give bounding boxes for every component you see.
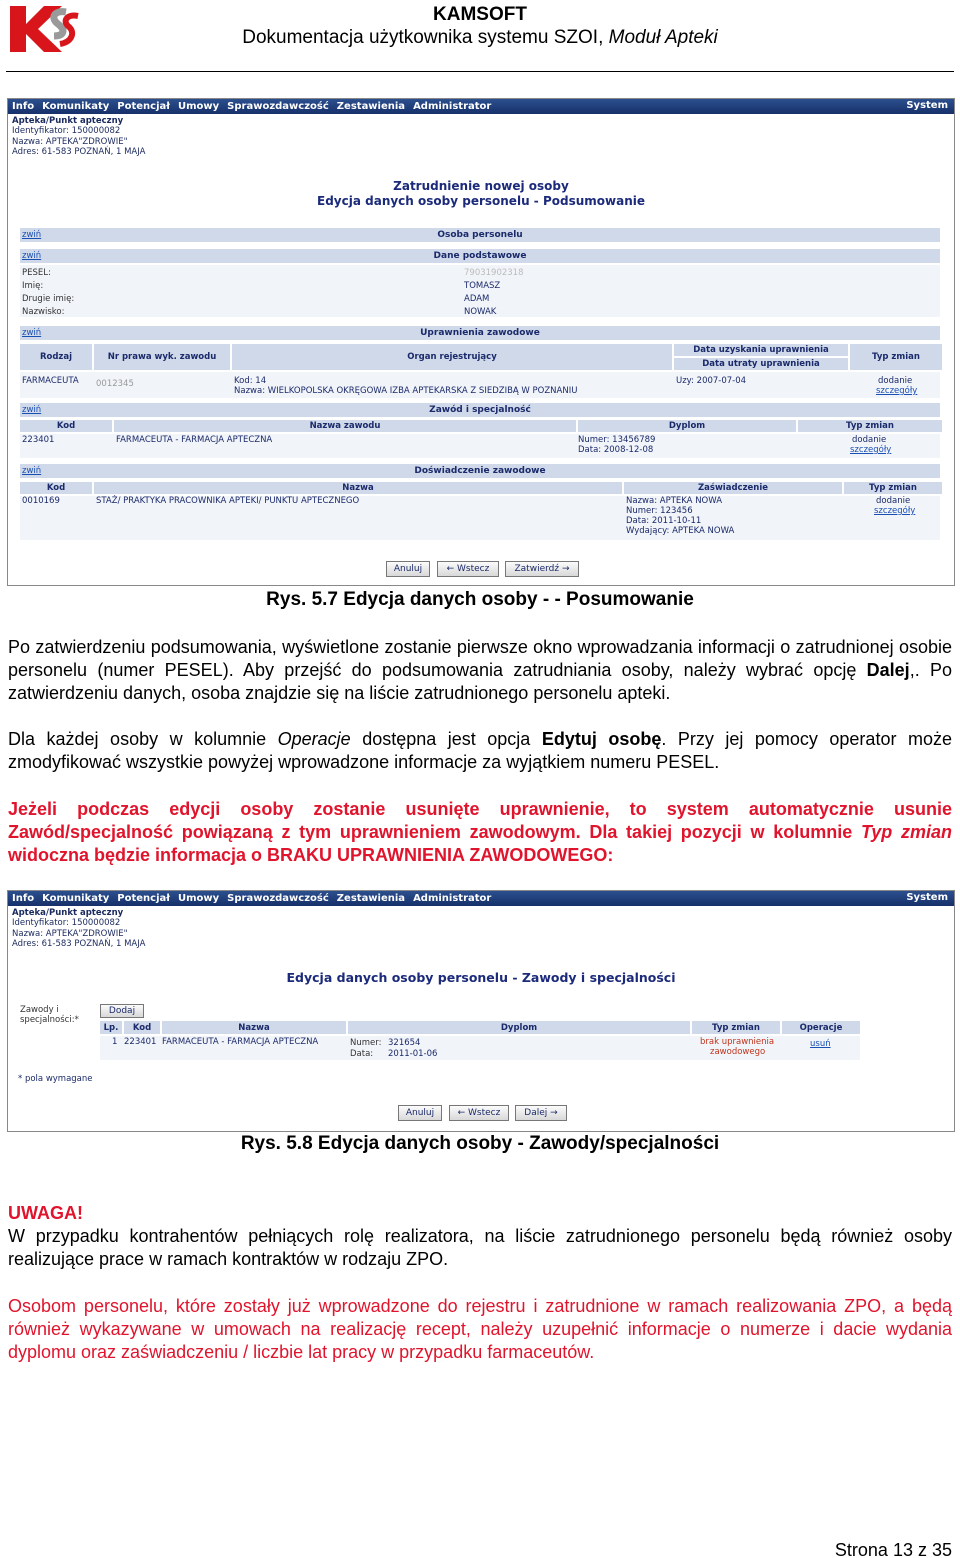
menu-item-sprawozdawczosc[interactable]: Sprawozdawczość (227, 101, 329, 112)
surname-label: Nazwisko: (22, 307, 65, 317)
pesel-value: 79031902318 (464, 268, 524, 278)
prof-header-diploma: Dyplom (578, 420, 796, 432)
section-profession-title: Zawód i specjalność (429, 405, 531, 415)
page-number: Strona 13 z 35 (834, 1540, 952, 1558)
menu-item-sprawozdawczosc[interactable]: Sprawozdawczość (227, 893, 329, 904)
diploma-date: 2011-01-06 (388, 1049, 438, 1059)
rights-change: dodanie (878, 376, 913, 386)
top-menu (8, 891, 954, 906)
exp-header-code: Kod (20, 482, 92, 494)
exp-change: dodanie (876, 496, 911, 506)
pesel-label: PESEL: (22, 268, 51, 278)
paragraph-text: Dla każdej osoby w kolumnie (8, 729, 278, 749)
col-header-date-get: Data uzyskania uprawnienia (674, 344, 848, 356)
confirm-button[interactable]: Zatwierdź → (505, 561, 579, 577)
paragraph-bold: Edytuj osobę (541, 729, 662, 749)
paragraph-warning-rights (8, 798, 952, 868)
paragraph-text: . Przy jej pomocy operator może zmodyfikować wszystkie powyżej wprowadzone informacje za wyjątkiem numeru PESEL. (8, 729, 952, 773)
exp-cert-issuer: Wydający: APTEKA NOWA (626, 526, 735, 536)
next-button[interactable]: Dalej → (515, 1105, 567, 1121)
row-no: 1 (112, 1037, 118, 1047)
col-header-no: Lp. (100, 1021, 122, 1034)
required-note: * pola wymagane (18, 1074, 93, 1084)
pharmacy-name: Nazwa: APTEKA"ZDROWIE" (12, 928, 128, 939)
menu-item-umowy[interactable]: Umowy (178, 893, 220, 904)
diploma-number: 321654 (388, 1038, 421, 1048)
exp-cert-date: Data: 2011-10-11 (626, 516, 702, 526)
top-menu (8, 99, 954, 114)
pharmacy-heading: Apteka/Punkt apteczny (12, 908, 124, 918)
exp-details-link[interactable]: szczegóły (874, 506, 916, 516)
col-header-operations: Operacje (782, 1021, 860, 1034)
pharmacy-name: Nazwa: APTEKA"ZDROWIE" (12, 136, 128, 147)
paragraph-bold: Dalej (866, 660, 910, 681)
rights-details-link[interactable]: szczegóły (876, 386, 918, 396)
menu-item-administrator[interactable]: Administrator (413, 101, 492, 112)
paragraph-italic: Operacje (277, 729, 351, 749)
collapse-link[interactable]: zwiń (22, 328, 42, 338)
menu-item-potencjal[interactable]: Potencjał (117, 893, 170, 904)
col-header-name: Nazwa (162, 1021, 346, 1034)
col-header-type: Rodzaj (20, 344, 92, 370)
menu-item-zestawienia[interactable]: Zestawienia (336, 893, 406, 904)
paragraph-italic: Typ zmian (860, 822, 952, 843)
col-header-diploma: Dyplom (348, 1021, 690, 1034)
rights-organ-code: Kod: 14 (234, 376, 267, 386)
section-experience (20, 464, 940, 478)
section-experience-title: Doświadczenie zawodowe (414, 466, 546, 476)
prof-details-link[interactable]: szczegóły (850, 445, 892, 455)
paragraph-text: ,. Po zatwierdzeniu danych, osoba znajdzie się na liście zatrudnionego personelu apteki. (8, 660, 953, 704)
prof-header-name: Nazwa zawodu (114, 420, 576, 432)
screen-title: Edycja danych osoby personelu - Zawody i specjalności (286, 970, 676, 985)
col-header-date-lost: Data utraty uprawnienia (674, 358, 848, 370)
rights-type: FARMACEUTA (22, 376, 79, 386)
header-title: KAMSOFT (433, 4, 527, 25)
col-header-number: Nr prawa wyk. zawodu (94, 344, 230, 370)
pharmacy-heading: Apteka/Punkt apteczny (12, 116, 124, 126)
pharmacy-info (12, 908, 145, 950)
rights-date-get: Uzy: 2007-07-04 (676, 376, 747, 386)
col-header-change: Typ zmian (850, 344, 942, 370)
figure-caption-5-8: Rys. 5.8 Edycja danych osoby - Zawody/specjalności (240, 1133, 720, 1154)
header-divider (6, 71, 954, 72)
section-person (20, 228, 940, 242)
screenshot-summary (7, 98, 955, 586)
rights-number: 0012345 (96, 379, 134, 389)
menu-item-potencjal[interactable]: Potencjał (117, 101, 170, 112)
delete-link[interactable]: usuń (810, 1039, 831, 1049)
change-no-rights-line1: brak uprawnienia (700, 1037, 775, 1047)
row-name: FARMACEUTA - FARMACJA APTECZNA (162, 1037, 319, 1047)
prof-name: FARMACEUTA - FARMACJA APTECZNA (116, 435, 273, 445)
section-person-title: Osoba personelu (437, 230, 523, 240)
prof-code: 223401 (22, 435, 55, 445)
prof-header-change: Typ zmian (798, 420, 942, 432)
figure-caption-5-7: Rys. 5.7 Edycja danych osoby - - Posumowanie (266, 589, 694, 610)
exp-header-change: Typ zmian (844, 482, 942, 494)
menu-item-zestawienia[interactable]: Zestawienia (336, 101, 406, 112)
header-subtitle-module: Moduł Apteki (608, 27, 718, 48)
section-basic-title: Dane podstawowe (433, 251, 527, 261)
pharmacy-info (12, 116, 145, 158)
prof-diploma-number: Numer: 13456789 (578, 435, 656, 445)
screen-title-line2: Edycja danych osoby personelu - Podsumowanie (317, 194, 645, 208)
section-profession (20, 403, 940, 417)
prof-change: dodanie (852, 435, 887, 445)
section-rights-title: Uprawnienia zawodowe (420, 328, 540, 338)
collapse-link[interactable]: zwiń (22, 405, 42, 415)
paragraph-edit-person (8, 728, 952, 774)
collapse-link[interactable]: zwiń (22, 230, 42, 240)
professions-field-label: Zawody i specjalności:* (20, 1005, 79, 1025)
warning-text: W przypadku kontrahentów pełniących rolę realizatora, na liście zatrudnionego personelu będą również osoby realizujące prace w ramach kontraktów w rodzaju ZPO. (8, 1226, 952, 1270)
paragraph-text: widoczna będzie informacja o BRAKU UPRAWNIENIA ZAWODOWEGO: (8, 845, 614, 866)
screenshot-professions (7, 890, 955, 1132)
header-subtitle-text: Dokumentacja użytkownika systemu SZOI, (242, 27, 609, 48)
paragraph-zpo: Osobom personelu, które zostały już wprowadzone do rejestru i zatrudnione w ramach realizowania ZPO, a będą również wykazywane w umowach na realizację recept, należy uzupełnić informacje o numerze i dacie wydania dyplomu oraz zaświadczeniu / liczbie lat pracy w przypadku farmaceutów. (8, 1296, 952, 1363)
menu-item-umowy[interactable]: Umowy (178, 101, 220, 112)
menu-item-komunikaty[interactable]: Komunikaty (42, 893, 110, 904)
first-name-label: Imię: (22, 281, 44, 291)
rights-organ-name: Nazwa: WIELKOPOLSKA OKRĘGOWA IZBA APTEKARSKA Z SIEDZIBĄ W POZNANIU (234, 386, 578, 396)
col-header-organ: Organ rejestrujący (232, 344, 672, 370)
change-no-rights-line2: zawodowego (710, 1047, 766, 1057)
menu-item-komunikaty[interactable]: Komunikaty (42, 101, 110, 112)
menu-item-info[interactable]: Info (12, 893, 35, 904)
surname-value: NOWAK (464, 307, 497, 317)
section-rights (20, 326, 940, 340)
exp-cert-name: Nazwa: APTEKA NOWA (626, 496, 723, 506)
exp-code: 0010169 (22, 496, 60, 506)
diploma-date-label: Data: (350, 1049, 374, 1059)
menu-item-system[interactable]: System (906, 892, 948, 903)
cancel-button[interactable]: Anuluj (386, 561, 430, 577)
pharmacy-id: Identyfikator: 150000082 (12, 918, 121, 929)
col-header-change: Typ zmian (692, 1021, 780, 1034)
row-code: 223401 (124, 1037, 157, 1047)
exp-cert-number: Numer: 123456 (626, 506, 693, 516)
second-name-value: ADAM (464, 294, 490, 304)
add-button[interactable]: Dodaj (100, 1004, 144, 1018)
exp-header-name: Nazwa (94, 482, 622, 494)
first-name-value: TOMASZ (464, 281, 501, 291)
cancel-button[interactable]: Anuluj (398, 1105, 442, 1121)
menu-item-system[interactable]: System (906, 100, 948, 111)
header-subtitle (0, 27, 960, 49)
paragraph-text: Jeżeli podczas edycji osoby zostanie usunięte uprawnienie, to system automatycznie usunie Zawód/specjalność powiązaną z tym uprawnieniem zawodowym. Dla takiej pozycji w kolumnie (8, 799, 952, 843)
col-header-code: Kod (124, 1021, 160, 1034)
menu-item-administrator[interactable]: Administrator (413, 893, 492, 904)
back-button[interactable]: ← Wstecz (449, 1105, 509, 1121)
screen-title-line1: Zatrudnienie nowej osoby (393, 179, 569, 193)
warning-title: UWAGA! (8, 1203, 83, 1223)
collapse-link[interactable]: zwiń (22, 251, 42, 261)
menu-item-info[interactable]: Info (12, 101, 35, 112)
prof-header-code: Kod (20, 420, 112, 432)
diploma-number-label: Numer: (350, 1038, 382, 1048)
exp-header-certificate: Zaświadczenie (624, 482, 842, 494)
collapse-link[interactable]: zwiń (22, 466, 42, 476)
back-button[interactable]: ← Wstecz (437, 561, 499, 577)
pharmacy-address: Adres: 61-583 POZNAŃ, 1 MAJA (12, 939, 146, 950)
prof-diploma-date: Data: 2008-12-08 (578, 445, 654, 455)
paragraph-after-summary (8, 636, 952, 706)
paragraph-text: dostępna jest opcja (350, 729, 542, 749)
pharmacy-id: Identyfikator: 150000082 (12, 126, 121, 137)
exp-name: STAŻ/ PRAKTYKA PRACOWNIKA APTEKI/ PUNKTU APTECZNEGO (96, 496, 360, 506)
section-basic (20, 249, 940, 263)
pharmacy-address: Adres: 61-583 POZNAŃ, 1 MAJA (12, 147, 146, 158)
paragraph-text: Po zatwierdzeniu podsumowania, wyświetlone zostanie pierwsze okno wprowadzania informacji o zatrudnionej osobie personelu (numer PESEL). Aby przejść do podsumowania zatrudniania osoby, należy wybrać opcję (8, 637, 952, 681)
second-name-label: Drugie imię: (22, 294, 75, 304)
